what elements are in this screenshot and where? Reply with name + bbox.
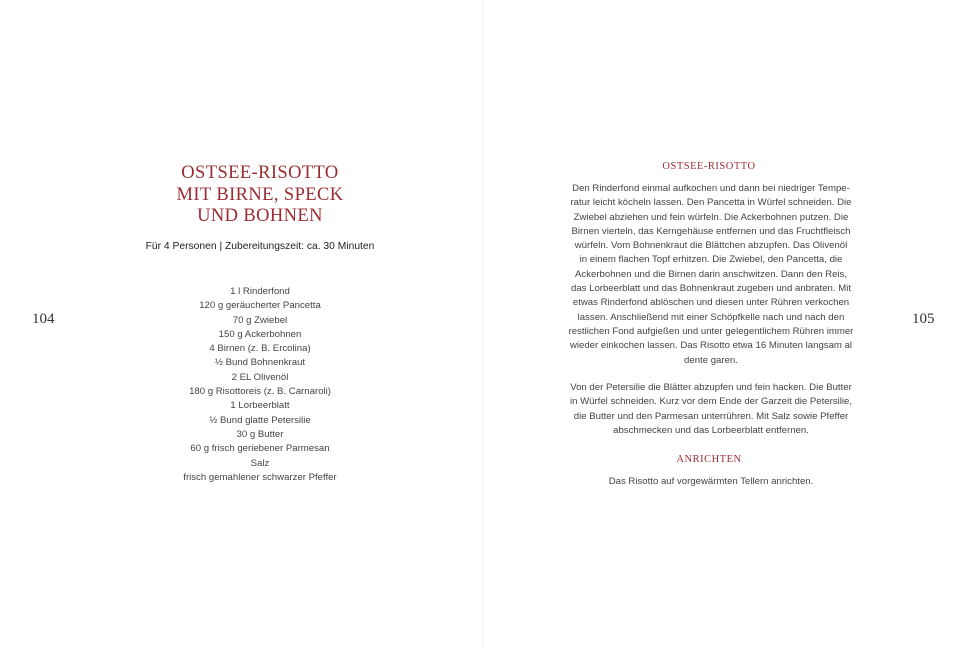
text-line: das Lorbeerblatt und das Bohnenkraut zugeben und anbraten. Mit	[570, 283, 852, 295]
serving-paragraph	[561, 475, 861, 489]
ingredient-item: Salz	[250, 457, 270, 469]
text-line: würfeln. Vom Bohnenkraut die Blättchen abzupfen. Das Olivenöl	[574, 240, 848, 252]
ingredient-list	[130, 285, 390, 485]
page-number-left: 104	[32, 311, 55, 327]
servings-info: Für 4 Personen | Zubereitungszeit: ca. 30 Minuten	[145, 241, 375, 252]
title-line: MIT BIRNE, SPECK	[176, 184, 344, 205]
page-number-right: 105	[912, 311, 935, 327]
ingredient-item: 30 g Butter	[236, 428, 284, 440]
text-line: ratur leicht köcheln lassen. Den Pancetta in Würfel schneiden. Die	[570, 197, 852, 209]
text-line: Von der Petersilie die Blätter abzupfen und fein hacken. Die Butter	[570, 382, 852, 393]
ingredient-item: 2 EL Olivenöl	[231, 371, 289, 383]
text-line: in einem flachen Topf erhitzen. Die Zwiebel, den Pancetta, die	[579, 254, 843, 266]
ingredient-item: ½ Bund Bohnenkraut	[214, 357, 306, 369]
ingredient-item: ½ Bund glatte Petersilie	[209, 414, 311, 426]
ingredient-item: 4 Birnen (z. B. Ercolina)	[209, 343, 311, 355]
text-line: etwas Rinderfond ablöschen und diesen unter Rühren verkochen	[572, 297, 850, 309]
text-line: Birnen vierteln, das Kerngehäuse entfernen und das Fruchtfleisch	[571, 225, 851, 237]
left-page	[0, 0, 482, 648]
text-line: die Butter und den Parmesan unterrühren. Mit Salz sowie Pfeffer	[573, 410, 849, 422]
text-line: lassen. Anschließend mit einer Schöpfkelle nach und nach den	[577, 311, 845, 323]
text-line: restlichen Fond aufgießen und unter gelegentlichem Rühren immer	[568, 325, 854, 337]
ingredient-item: 180 g Risottoreis (z. B. Carnaroli)	[189, 386, 331, 398]
text-line: Ackerbohnen und die Birnen darin anschwitzen. Dann den Reis,	[575, 268, 847, 280]
ingredient-item: 150 g Ackerbohnen	[218, 328, 302, 340]
title-line: UND BOHNEN	[197, 206, 323, 226]
ingredient-item: 1 Lorbeerblatt	[230, 400, 290, 412]
text-line: wieder einkochen lassen. Das Risotto etwa 16 Minuten langsam al	[569, 340, 853, 352]
text-line: abschmecken und das Lorbeerblatt entfernen.	[613, 424, 809, 436]
preparation-paragraph-1	[561, 182, 861, 368]
recipe-title	[130, 163, 390, 228]
ingredient-item: frisch gemahlener schwarzer Pfeffer	[183, 471, 337, 483]
ingredient-item: 1 l Rinderfond	[230, 286, 290, 297]
ingredient-item: 60 g frisch geriebener Parmesan	[190, 443, 330, 455]
section-heading-preparation: OSTSEE-RISOTTO	[662, 161, 756, 172]
ingredient-item: 70 g Zwiebel	[232, 314, 288, 326]
ingredient-item: 120 g geräucherter Pancetta	[199, 300, 321, 312]
preparation-paragraph-2	[561, 381, 861, 438]
text-line: Das Risotto auf vorgewärmten Tellern anrichten.	[608, 476, 814, 487]
section-heading-serving: ANRICHTEN	[676, 454, 742, 465]
text-line: dente garen.	[684, 354, 738, 366]
right-page	[483, 0, 965, 648]
text-line: in Würfel schneiden. Kurz vor dem Ende der Garzeit die Petersilie,	[569, 396, 853, 408]
title-line: OSTSEE-RISOTTO	[181, 163, 339, 183]
text-line: Zwiebel abziehen und fein würfeln. Die Ackerbohnen putzen. Die	[573, 211, 849, 223]
text-line: Den Rinderfond einmal aufkochen und dann bei niedriger Tempe-	[572, 183, 850, 194]
